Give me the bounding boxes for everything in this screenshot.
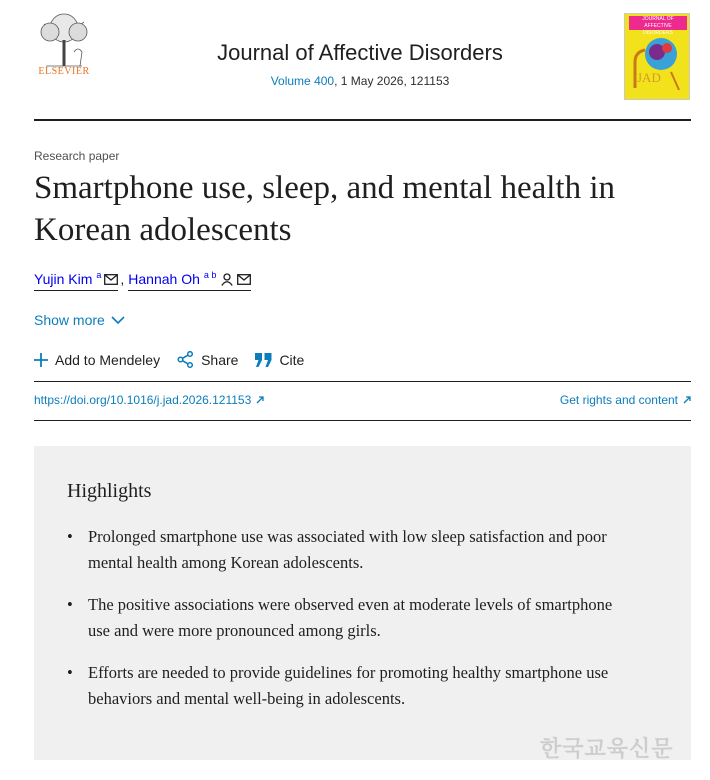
highlight-text: The positive associations were observed even at moderate levels of smartphone use and were more pronounced among girls. bbox=[88, 595, 613, 640]
author-list bbox=[34, 271, 251, 291]
show-more-button[interactable] bbox=[34, 312, 125, 328]
bullet: • bbox=[67, 663, 73, 682]
author-separator: , bbox=[120, 271, 125, 287]
get-rights-label: Get rights and content bbox=[559, 393, 678, 407]
article-title: Smartphone use, sleep, and mental health in Korean adolescents bbox=[34, 170, 616, 248]
author-link-hannah-oh[interactable] bbox=[128, 271, 251, 291]
watermark: 한국교육신문 bbox=[540, 737, 674, 762]
highlight-text: Efforts are needed to provide guidelines for promoting healthy smartphone use behaviors and mental well-being in adolescents. bbox=[88, 663, 609, 708]
author-affiliation: a bbox=[96, 270, 102, 280]
cite-label: Cite bbox=[279, 351, 305, 368]
corresponding-author-icon bbox=[221, 273, 233, 286]
show-more-label: Show more bbox=[34, 312, 105, 328]
header-divider bbox=[34, 119, 691, 121]
quote-icon bbox=[255, 353, 272, 367]
highlight-item bbox=[67, 592, 627, 644]
plus-icon bbox=[34, 353, 48, 367]
author-link-yujin-kim[interactable] bbox=[34, 271, 118, 291]
external-link-icon bbox=[256, 396, 264, 404]
share-label: Share bbox=[201, 351, 239, 368]
highlights-heading: Highlights bbox=[67, 480, 152, 502]
add-to-mendeley-button[interactable] bbox=[34, 352, 160, 368]
highlight-item bbox=[67, 524, 627, 576]
cite-button[interactable] bbox=[255, 352, 304, 368]
journal-cover-image[interactable] bbox=[624, 13, 690, 100]
highlight-item bbox=[67, 660, 627, 712]
author-name: Yujin Kim bbox=[34, 271, 93, 287]
cover-artwork-icon bbox=[631, 32, 685, 96]
email-icon bbox=[237, 274, 251, 285]
journal-title[interactable]: Journal of Affective Disorders bbox=[217, 40, 503, 65]
volume-link[interactable]: Volume 400 bbox=[270, 74, 335, 88]
external-link-icon bbox=[683, 396, 691, 404]
bullet: • bbox=[67, 527, 73, 546]
issue-date-number: , 1 May 2026, 121153 bbox=[334, 74, 450, 88]
email-icon bbox=[104, 274, 118, 285]
doi-text: https://doi.org/10.1016/j.jad.2026.121153 bbox=[34, 393, 252, 407]
article-type: Research paper bbox=[34, 149, 120, 163]
author-affiliation: a b bbox=[203, 270, 217, 280]
cover-logo: JAD bbox=[637, 70, 661, 85]
share-button[interactable] bbox=[177, 351, 238, 368]
article-toolbar bbox=[34, 351, 321, 368]
highlight-text: Prolonged smartphone use was associated with low sleep satisfaction and poor mental health among Korean adolescents. bbox=[88, 527, 607, 572]
journal-issue-info bbox=[150, 74, 570, 88]
chevron-down-icon bbox=[111, 316, 125, 325]
add-to-mendeley-label: Add to Mendeley bbox=[55, 351, 161, 368]
doi-link[interactable] bbox=[34, 393, 264, 407]
get-rights-link[interactable] bbox=[560, 393, 691, 407]
cover-title: JOURNAL OF AFFECTIVE DISORDERS bbox=[629, 16, 687, 30]
bullet: • bbox=[67, 595, 73, 614]
author-name: Hannah Oh bbox=[128, 271, 200, 287]
divider bbox=[34, 381, 691, 382]
divider bbox=[34, 420, 691, 421]
highlights-list bbox=[67, 524, 627, 728]
share-icon bbox=[177, 351, 194, 368]
publisher-name: ELSEVIER bbox=[38, 66, 90, 77]
